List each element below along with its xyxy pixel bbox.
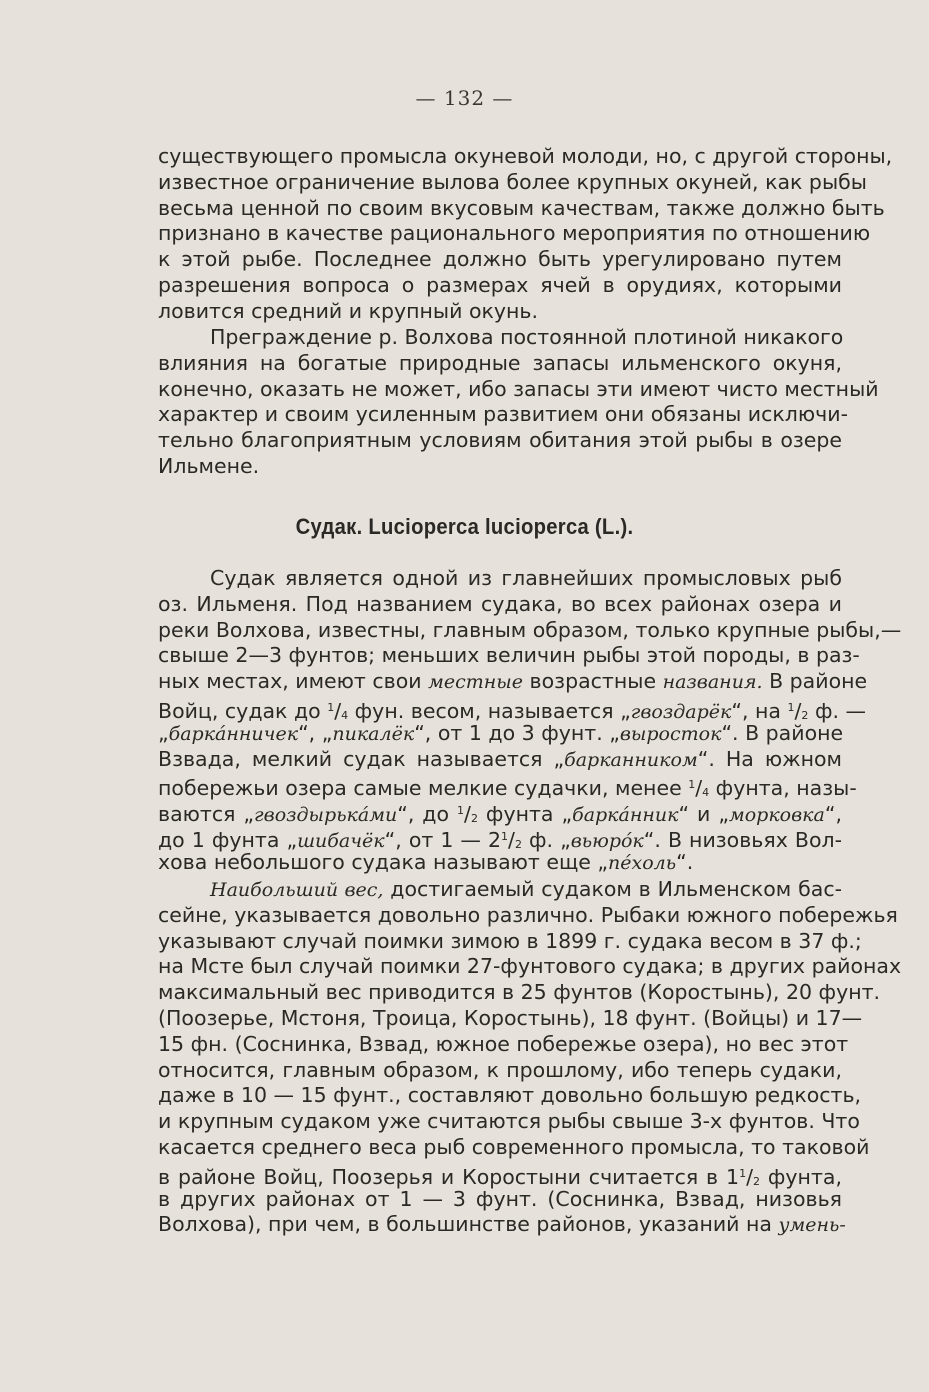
text-line: касается среднего веса рыб современного промысла, то таковой <box>158 1134 870 1159</box>
italic-term: пикалёк <box>332 722 415 745</box>
text-line: оз. Ильменя. Под названием судака, во всех районах озера и <box>158 591 842 616</box>
text-line: влияния на богатые природные запасы ильменского окуня, <box>158 350 842 375</box>
text-line: ваются „гвоздырькáми“, до $^1/_2$ фунта „баркáнник“ и „морковка“, <box>158 802 842 827</box>
text-line: в районе Войц, Поозерья и Коростыни считается в $1^1/_2$ фунта, <box>158 1164 842 1189</box>
italic-term: пéхоль <box>608 851 677 874</box>
italic-term: местные <box>428 671 524 694</box>
italic-term: выросток <box>619 722 722 745</box>
text-line: „баркáнничек“, „пикалёк“, от 1 до 3 фунт. „выросток“. В районе <box>158 720 844 745</box>
italic-term: шибачёк <box>297 829 385 852</box>
text-line: относится, главным образом, к прошлому, ибо теперь судаки, <box>158 1057 842 1082</box>
text-line: к этой рыбе. Последнее должно быть урегулировано путем <box>158 247 842 272</box>
text-line: Взвада, мелкий судак называется „барканником“. На южном <box>158 746 842 771</box>
text-line: реки Волхова, известны, главным образом, только крупные рыбы,— <box>158 617 902 642</box>
paragraph-1 <box>158 144 893 325</box>
text-line: 15 фн. (Соснинка, Взвад, южное побережье озера), но вес этот <box>158 1031 849 1056</box>
text-line: (Поозерье, Мстоня, Троица, Коростынь), 18 фунт. (Войцы) и 17— <box>158 1005 863 1030</box>
text-line: в других районах от 1 — 3 фунт. (Соснинка, Взвад, низовья <box>158 1186 842 1211</box>
text-line: характер и своим усиленным развитием они обязаны исключи- <box>158 402 848 427</box>
text-line: даже в 10 — 15 фунт., составляют довольно большую редкость, <box>158 1083 862 1108</box>
italic-term: вьюрóк <box>570 829 644 852</box>
text-line: Ильмене. <box>158 453 260 478</box>
text-line: тельно благоприятным условиям обитания этой рыбы в озере <box>158 428 842 453</box>
text-line: ловится средний и крупный окунь. <box>158 298 539 323</box>
page-number: — 132 — <box>415 86 514 110</box>
text-line: весьма ценной по своим вкусовым качествам, также должно быть <box>158 195 885 220</box>
text-line: и крупным судаком уже считаются рыбы свыше 3-х фунтов. Что <box>158 1109 860 1134</box>
text-line: признано в качестве рационального мероприятия по отношению <box>158 221 871 246</box>
text-line: побережьи озера самые мелкие судачки, менее $^1/_4$ фунта, назы- <box>158 776 857 801</box>
paragraph-3 <box>158 566 902 876</box>
italic-term: морковка <box>728 804 825 827</box>
text-line: конечно, оказать не может, ибо запасы эти имеют чисто местный <box>158 376 879 401</box>
text-line: существующего промысла окуневой молоди, но, с другой стороны, <box>158 144 893 168</box>
text-line: на Мсте был случай поимки 27-фунтового судака; в других районах <box>158 954 902 979</box>
text-line: Судак является одной из главнейших промысловых рыб <box>210 566 842 590</box>
italic-term: названия. <box>662 671 763 694</box>
italic-term: гвоздырькáми <box>254 804 398 827</box>
text-line: хова небольшого судака называют еще „пéхоль“. <box>158 849 694 874</box>
italic-term: баркáнничек <box>168 722 299 745</box>
text-line: Наибольший вес, достигаемый судаком в Ильменском бас- <box>210 877 842 901</box>
text-line: Волхова), при чем, в большинстве районов, указаний на умень- <box>158 1212 846 1237</box>
text-line: свыше 2—3 фунтов; меньших величин рыбы этой породы, в раз- <box>158 643 860 668</box>
paragraph-2 <box>158 325 879 480</box>
italic-term: гвоздарёк <box>630 700 732 723</box>
italic-term: умень- <box>778 1214 846 1237</box>
text-line: до 1 фунта „шибачёк“, от 1 — $2^1/_2$ ф. „вьюрóк“. В низовьях Вол- <box>158 827 842 852</box>
text-line: ных местах, имеют свои местные возрастные названия. В районе <box>158 669 868 694</box>
italic-term: барканником <box>564 748 698 771</box>
section-heading: Судак. Lucioperca lucioperca (L.). <box>295 514 634 539</box>
text-line: Войц, судак до $^1/_4$ фун. весом, называется „гвоздарёк“, на $^1/_2$ ф. — <box>158 698 867 723</box>
paragraph-4 <box>158 877 902 1238</box>
text-line: Преграждение р. Волхова постоянной плотиной никакого <box>210 325 844 349</box>
italic-term: Наибольший вес, <box>210 879 384 901</box>
text-line: максимальный вес приводится в 25 фунтов (Коростынь), 20 фунт. <box>158 980 881 1005</box>
italic-term: баркáнник <box>572 804 679 827</box>
text-line: известное ограничение вылова более крупных окуней, как рыбы <box>158 169 867 194</box>
text-line: разрешения вопроса о размерах ячей в орудиях, которыми <box>158 272 842 297</box>
text-line: сейне, указывается довольно различно. Рыбаки южного побережья <box>158 902 898 927</box>
text-line: указывают случай поимки зимою в 1899 г. судака весом в 37 ф.; <box>158 928 862 953</box>
